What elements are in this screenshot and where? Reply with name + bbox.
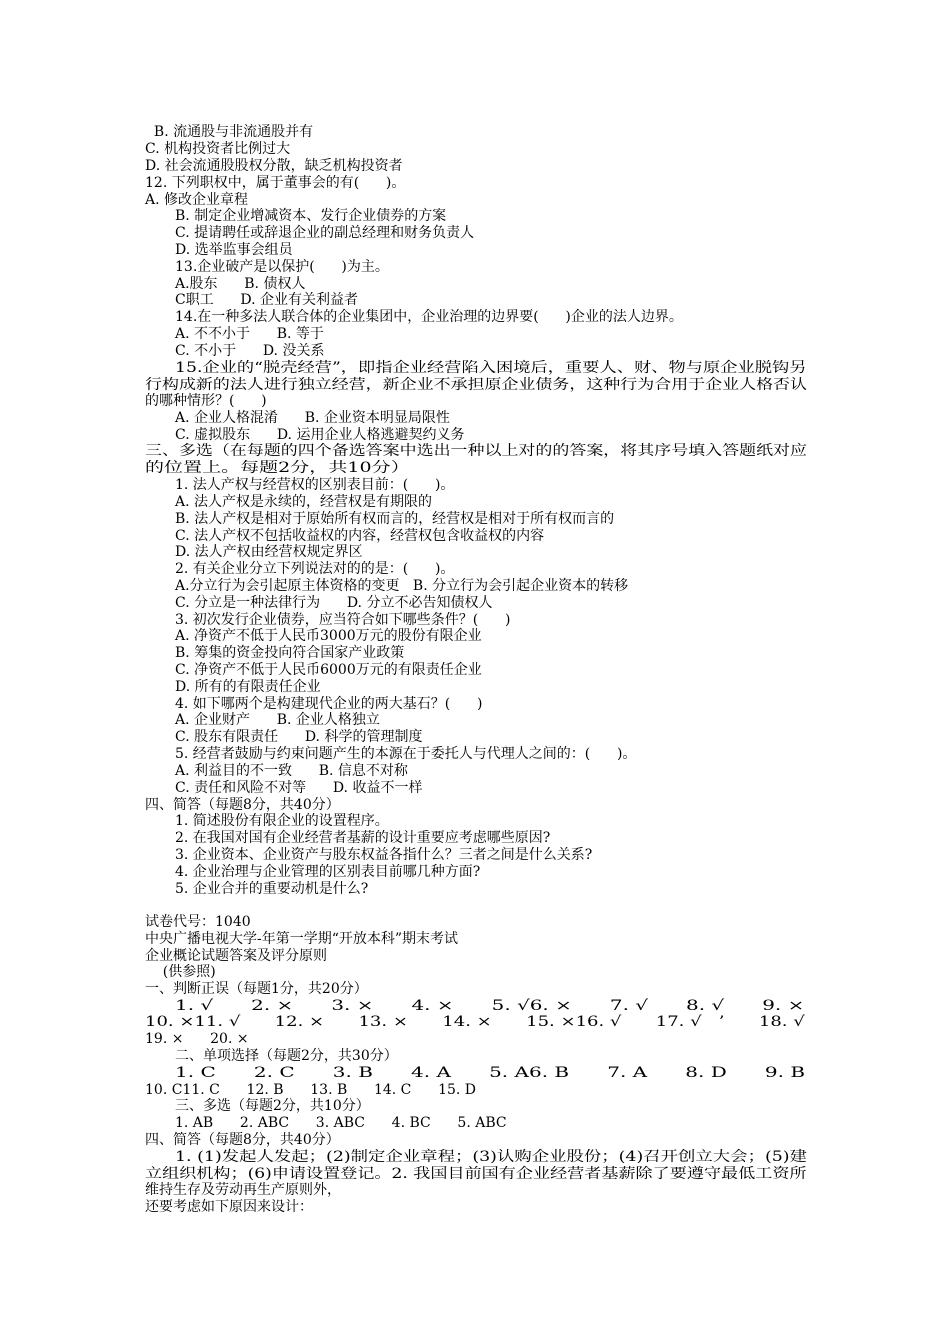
- text-line: B. 法人产权是相对于原始所有权而言的，经营权是相对于所有权而言的: [175, 511, 615, 527]
- text-line: 一、判断正误（每题1分，共20分）: [145, 981, 368, 997]
- text-line: 三、多选（每题2分，共10分）: [175, 1098, 370, 1114]
- text-line: C. 虚拟股东 D. 运用企业人格逃避契约义务: [175, 427, 465, 443]
- text-line: 4. 企业治理与企业管理的区别表目前哪几种方面?: [175, 864, 481, 880]
- text-line: 5. 企业合并的重要动机是什么?: [175, 881, 369, 897]
- text-line: 1. C 2. C 3. B 4. A 5. A6. B 7. A 8. D 9. B: [175, 1065, 806, 1081]
- text-line: C职工 D. 企业有关利益者: [175, 292, 359, 308]
- text-line: 1. (1)发起人发起；(2)制定企业章程；(3)认购企业股份；(4)召开创立大会；(5)建: [175, 1149, 807, 1165]
- text-line: C. 净资产不低于人民币6000万元的有限责任企业: [175, 662, 482, 678]
- text-line: 立组织机构；(6)申请设置登记。2. 我国目前国有企业经营者基薪除了要遵守最低工资所: [145, 1166, 807, 1182]
- text-line: B. 流通股与非流通股并有: [145, 124, 314, 140]
- text-line: 10. ×11. √ 12. × 13. × 14. × 15. ×16. √ 17. √ ’ 18. √: [145, 1014, 805, 1030]
- text-line: (供参照): [145, 964, 216, 980]
- text-line: A. 净资产不低于人民币3000万元的股份有限企业: [175, 628, 482, 644]
- text-line: D. 法人产权由经营权规定界区: [175, 544, 363, 560]
- text-line: 的哪种情形？( ): [145, 393, 267, 409]
- text-line: 试卷代号：1040: [145, 914, 251, 930]
- text-line: 12. 下列职权中，属于董事会的有( )。: [145, 175, 406, 191]
- text-line: 2. 有关企业分立下列说法对的的是：( )。: [175, 561, 455, 577]
- text-line: 5. 经营者鼓励与约束问题产生的本源在于委托人与代理人之间的：( )。: [175, 746, 637, 762]
- text-line: C. 提请聘任或辞退企业的副总经理和财务负责人: [175, 225, 475, 241]
- text-line: A. 不不小于 B. 等于: [175, 326, 324, 342]
- text-line: 四、简答（每题8分，共40分）: [145, 1132, 340, 1148]
- text-line: 4. 如下哪两个是构建现代企业的两大基石？( ): [175, 696, 483, 712]
- text-line: 10. C11. C 12. B 13. B 14. C 15. D: [145, 1082, 477, 1098]
- text-line: A. 企业人格混淆 B. 企业资本明显局限性: [175, 410, 450, 426]
- text-line: C. 机构投资者比例过大: [145, 141, 291, 157]
- text-line: C. 分立是一种法律行为 D. 分立不必告知债权人: [175, 595, 493, 611]
- text-line: 行构成新的法人进行独立经营，新企业不承担原企业债务，这种行为合用于企业人格否认: [145, 377, 807, 393]
- text-line: D. 所有的有限责任企业: [175, 679, 321, 695]
- text-line: B. 筹集的资金投向符合国家产业政策: [175, 645, 405, 661]
- text-line: 1. AB 2. ABC 3. ABC 4. BC 5. ABC: [175, 1115, 507, 1131]
- text-line: 1. 法人产权与经营权的区别表目前：( )。: [175, 477, 455, 493]
- text-line: 19. × 20. ×: [145, 1031, 249, 1047]
- text-line: 15.企业的“脱壳经营”，即指企业经营陷入困境后，重要人、财、物与原企业脱钩另: [175, 360, 807, 376]
- text-line: 13.企业破产是以保护( )为主。: [175, 259, 389, 275]
- text-line: 三、多选（在每题的四个备选答案中选出一种以上对的的答案，将其序号填入答题纸对应: [145, 443, 807, 459]
- text-line: 的位置上。每题2分，共10分）: [145, 460, 410, 476]
- text-line: C. 责任和风险不对等 D. 收益不一样: [175, 780, 423, 796]
- text-line: 二、单项选择（每题2分，共30分）: [175, 1048, 398, 1064]
- text-line: A. 企业财产 B. 企业人格独立: [175, 712, 380, 728]
- text-line: C. 法人产权不包括收益权的内容，经营权包含收益权的内容: [175, 528, 545, 544]
- text-line: 1. √ 2. × 3. × 4. × 5. √6. × 7. √ 8. √ 9. ×: [175, 998, 805, 1014]
- text-line: C. 不小于 D. 没关系: [175, 343, 325, 359]
- text-line: 企业概论试题答案及评分原则: [145, 948, 327, 964]
- text-line: 3. 企业资本、企业资产与股东权益各指什么？三者之间是什么关系?: [175, 847, 593, 863]
- text-line: 14.在一种多法人联合体的企业集团中，企业治理的边界要( )企业的法人边界。: [175, 309, 683, 325]
- text-line: 四、简答（每题8分，共40分）: [145, 797, 340, 813]
- text-line: 维持生存及劳动再生产原则外，: [145, 1182, 341, 1198]
- text-line: A. 法人产权是永续的，经营权是有期限的: [175, 494, 433, 510]
- text-line: A.分立行为会引起原主体资格的变更 B. 分立行为会引起企业资本的转移: [175, 578, 629, 594]
- text-line: C. 股东有限责任 D. 科学的管理制度: [175, 729, 423, 745]
- text-line: 1. 简述股份有限企业的设置程序。: [175, 813, 389, 829]
- text-line: B. 制定企业增减资本、发行企业债券的方案: [175, 208, 447, 224]
- text-line: A. 利益目的不一致 B. 信息不对称: [175, 763, 408, 779]
- text-line: 还要考虑如下原因来设计：: [145, 1199, 313, 1215]
- text-line: D. 选举监事会组员: [175, 242, 293, 258]
- text-line: 3. 初次发行企业债券，应当符合如下哪些条件？( ): [175, 612, 511, 628]
- text-line: 中央广播电视大学-年第一学期“开放本科”期末考试: [145, 931, 459, 947]
- text-line: A.股东 B. 债权人: [175, 276, 306, 292]
- text-line: A. 修改企业章程: [145, 192, 249, 208]
- text-line: D. 社会流通股股权分散，缺乏机构投资者: [145, 158, 403, 174]
- text-line: 2. 在我国对国有企业经营者基薪的设计重要应考虑哪些原因?: [175, 830, 551, 846]
